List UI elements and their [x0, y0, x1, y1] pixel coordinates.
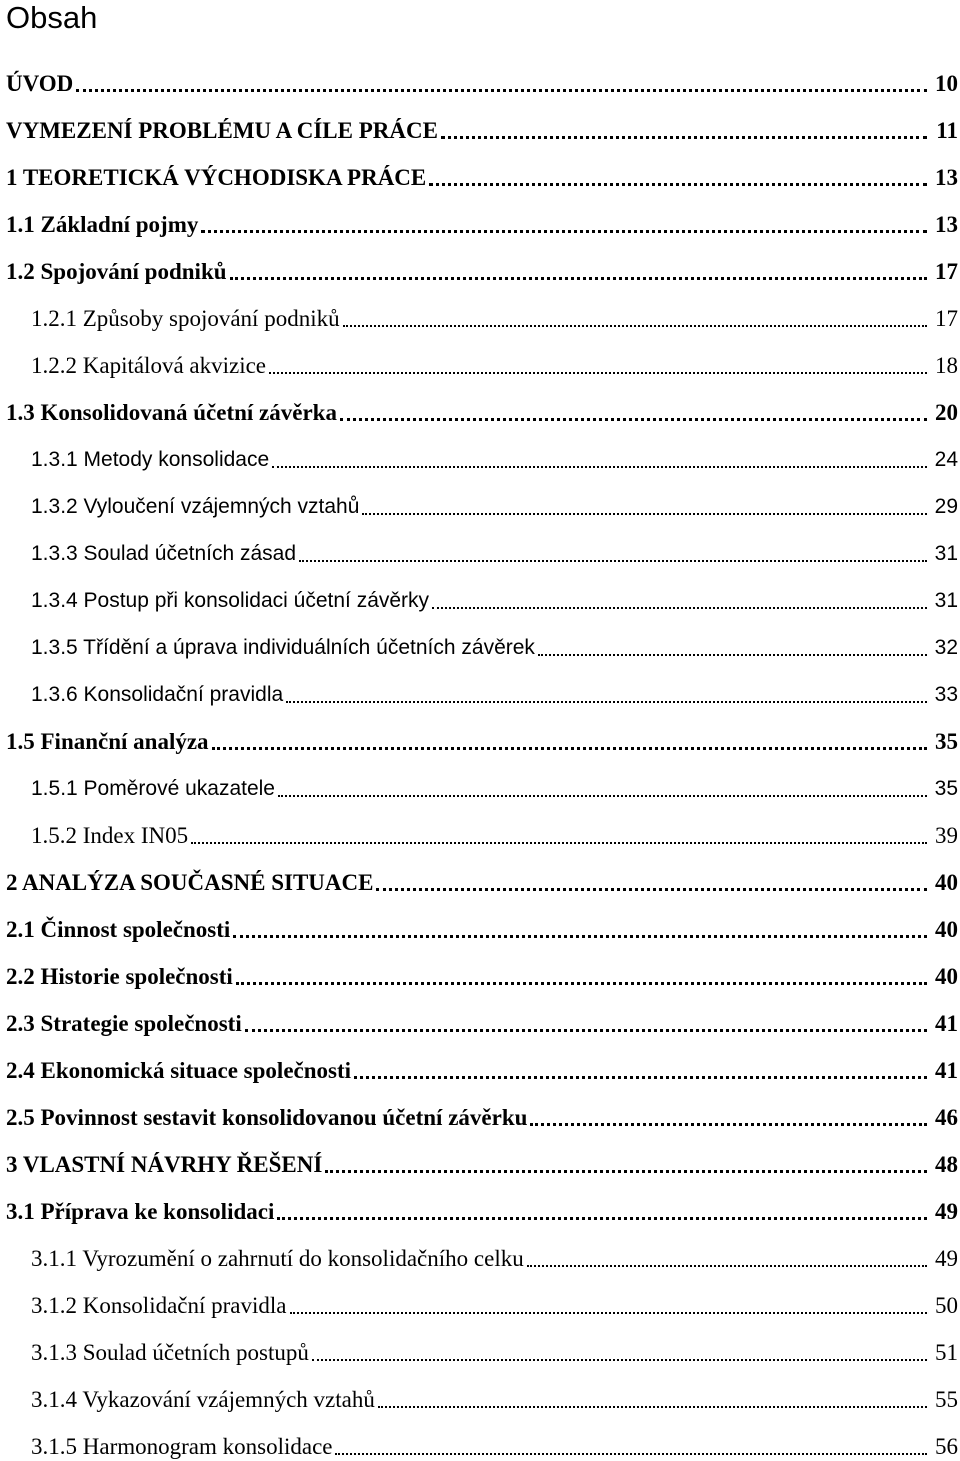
toc-entry-title: 2.3 Strategie společnosti	[6, 1011, 242, 1036]
toc-entry-title: 3.1 Příprava ke konsolidaci	[6, 1199, 275, 1224]
toc-entry-title: 1.2 Spojování podniků	[6, 259, 227, 284]
toc-entry-page-number: 29	[934, 495, 958, 518]
toc-dot-leader	[538, 634, 927, 662]
toc-entry[interactable]	[0, 662, 960, 709]
toc-entry-page-number: 49	[935, 1246, 958, 1271]
toc-dot-leader	[272, 446, 927, 474]
toc-entry[interactable]	[0, 991, 960, 1038]
page-title: Obsah	[6, 0, 98, 35]
toc-entry-page-number: 40	[935, 870, 958, 895]
toc-entry[interactable]	[0, 239, 960, 286]
toc-entry[interactable]	[0, 1132, 960, 1179]
toc-entry[interactable]	[0, 1179, 960, 1226]
toc-entry-page-number: 18	[935, 353, 958, 378]
toc-dot-leader	[340, 399, 927, 427]
toc-dot-leader	[269, 352, 927, 380]
toc-entry-title: 2.4 Ekonomická situace společnosti	[6, 1058, 352, 1083]
toc-entry[interactable]	[0, 1367, 960, 1414]
toc-entry-page-number: 41	[935, 1011, 958, 1036]
toc-entry-page-number: 46	[935, 1105, 958, 1130]
toc-entry-title: 2.1 Činnost společnosti	[6, 917, 231, 942]
toc-dot-leader	[312, 1339, 927, 1367]
toc-entry-page-number: 51	[935, 1340, 958, 1365]
toc-entry-page-number: 11	[936, 118, 958, 143]
toc-entry-page-number: 41	[935, 1058, 958, 1083]
toc-entry-title: 2 ANALÝZA SOUČASNÉ SITUACE	[6, 870, 374, 895]
toc-entry-page-number: 56	[935, 1434, 958, 1459]
toc-dot-leader	[376, 869, 927, 897]
toc-entry-page-number: 33	[934, 683, 958, 706]
toc-entry-title: 3.1.3 Soulad účetních postupů	[31, 1340, 309, 1365]
toc-entry-title: 3.1.1 Vyrozumění o zahrnutí do konsolidačního celku	[31, 1246, 524, 1271]
toc-entry-page-number: 13	[935, 165, 958, 190]
toc-entry[interactable]	[0, 333, 960, 380]
toc-dot-leader	[286, 681, 927, 709]
toc-entry[interactable]	[0, 286, 960, 333]
toc-entry[interactable]	[0, 1414, 960, 1461]
toc-entry-title: 1.5 Finanční analýza	[6, 729, 209, 754]
toc-entry-page-number: 50	[935, 1293, 958, 1318]
toc-entry-title: 1.3.5 Třídění a úprava individuálních účetních závěrek	[31, 636, 535, 659]
toc-dot-leader	[201, 211, 927, 239]
toc-dot-leader	[441, 117, 927, 145]
toc-entry-page-number: 20	[935, 400, 958, 425]
toc-dot-leader	[191, 822, 927, 850]
toc-entry-title: 1.3.1 Metody konsolidace	[31, 448, 270, 471]
toc-entry[interactable]	[0, 521, 960, 568]
toc-dot-leader	[354, 1057, 927, 1085]
toc-entry-page-number: 17	[935, 306, 958, 331]
toc-entry-page-number: 35	[934, 777, 958, 800]
toc-entry-title: 1.3.3 Soulad účetních zásad	[31, 542, 297, 565]
toc-entry-page-number: 31	[934, 542, 958, 565]
toc-dot-leader	[432, 587, 927, 615]
toc-dot-leader	[429, 164, 927, 192]
toc-entry[interactable]	[0, 1273, 960, 1320]
toc-dot-leader	[530, 1104, 927, 1132]
toc-dot-leader	[378, 1386, 927, 1414]
toc-dot-leader	[236, 963, 927, 991]
toc-dot-leader	[343, 305, 927, 333]
toc-entry[interactable]	[0, 145, 960, 192]
toc-entry[interactable]	[0, 709, 960, 756]
toc-entry[interactable]	[0, 474, 960, 521]
toc-dot-leader	[527, 1245, 927, 1273]
toc-dot-leader	[325, 1151, 927, 1179]
toc-entry[interactable]	[0, 944, 960, 991]
toc-dot-leader	[277, 1198, 927, 1226]
toc-entry[interactable]	[0, 1320, 960, 1367]
toc-entry-page-number: 48	[935, 1152, 958, 1177]
toc-entry-page-number: 39	[935, 823, 958, 848]
toc-dot-leader	[233, 916, 927, 944]
toc-entry-title: 1.3.4 Postup při konsolidaci účetní závěrky	[31, 589, 430, 612]
toc-entry-page-number: 40	[935, 964, 958, 989]
toc-dot-leader	[278, 775, 927, 803]
toc-entry-title: 1.1 Základní pojmy	[6, 212, 199, 237]
toc-entry[interactable]	[0, 568, 960, 615]
toc-entry-page-number: 24	[934, 448, 958, 471]
toc-entry[interactable]	[0, 803, 960, 850]
toc-entry-title: 2.5 Povinnost sestavit konsolidovanou účetní závěrku	[6, 1105, 528, 1130]
toc-entry-title: ÚVOD	[6, 71, 74, 96]
toc-entry-page-number: 13	[935, 212, 958, 237]
toc-entry-page-number: 10	[935, 71, 958, 96]
toc-entry-title: 2.2 Historie společnosti	[6, 964, 233, 989]
toc-dot-leader	[212, 728, 927, 756]
toc-entry-title: 1.2.2 Kapitálová akvizice	[31, 353, 267, 378]
toc-dot-leader	[290, 1292, 927, 1320]
toc-entry-title: VYMEZENÍ PROBLÉMU A CÍLE PRÁCE	[6, 118, 438, 143]
toc-entry-title: 1.3.2 Vyloučení vzájemných vztahů	[31, 495, 360, 518]
toc-entry[interactable]	[0, 850, 960, 897]
toc-entry-title: 3.1.4 Vykazování vzájemných vztahů	[31, 1387, 375, 1412]
toc-entry-page-number: 40	[935, 917, 958, 942]
toc-entry-page-number: 17	[935, 259, 958, 284]
toc-entry-page-number: 32	[934, 636, 958, 659]
toc-entry[interactable]	[0, 51, 960, 98]
toc-entry[interactable]	[0, 380, 960, 427]
toc-entry-title: 1.5.1 Poměrové ukazatele	[31, 777, 275, 800]
toc-entry-title: 3.1.2 Konsolidační pravidla	[31, 1293, 287, 1318]
toc-entry[interactable]	[0, 98, 960, 145]
table-of-contents	[0, 51, 960, 1461]
toc-dot-leader	[335, 1433, 927, 1461]
toc-dot-leader	[299, 540, 927, 568]
toc-entry-page-number: 31	[934, 589, 958, 612]
toc-dot-leader	[245, 1010, 927, 1038]
toc-entry-page-number: 49	[935, 1199, 958, 1224]
toc-entry-title: 1 TEORETICKÁ VÝCHODISKA PRÁCE	[6, 165, 427, 190]
toc-entry[interactable]	[0, 756, 960, 803]
toc-entry-title: 3 VLASTNÍ NÁVRHY ŘEŠENÍ	[6, 1152, 323, 1177]
toc-entry-title: 1.5.2 Index IN05	[31, 823, 189, 848]
toc-entry-title: 3.1.5 Harmonogram konsolidace	[31, 1434, 333, 1459]
toc-entry-title: 1.2.1 Způsoby spojování podniků	[31, 306, 340, 331]
toc-entry[interactable]	[0, 615, 960, 662]
toc-entry[interactable]	[0, 1085, 960, 1132]
toc-entry[interactable]	[0, 192, 960, 239]
toc-entry[interactable]	[0, 897, 960, 944]
toc-dot-leader	[230, 258, 927, 286]
toc-entry-title: 1.3 Konsolidovaná účetní závěrka	[6, 400, 337, 425]
toc-entry[interactable]	[0, 1226, 960, 1273]
toc-entry[interactable]	[0, 427, 960, 474]
toc-entry-page-number: 35	[935, 729, 958, 754]
toc-entry-title: 1.3.6 Konsolidační pravidla	[31, 683, 284, 706]
toc-dot-leader	[76, 70, 927, 98]
toc-entry[interactable]	[0, 1038, 960, 1085]
toc-entry-page-number: 55	[935, 1387, 958, 1412]
toc-dot-leader	[362, 493, 927, 521]
